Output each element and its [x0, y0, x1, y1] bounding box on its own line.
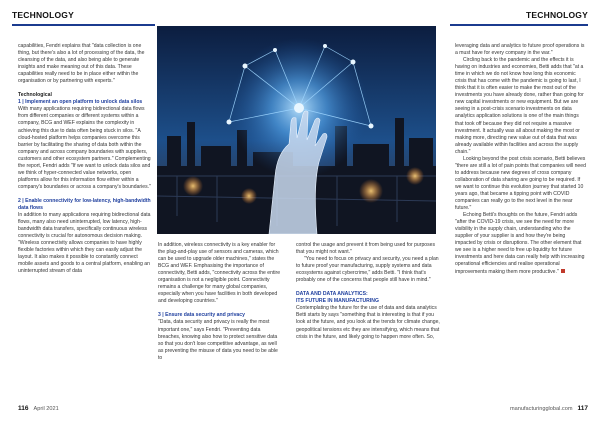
paragraph [455, 212, 587, 275]
section-heading-technological: Technological [18, 92, 52, 99]
paragraph: leveraging data and analytics to future proof operations is a must have for every company in the war." [455, 43, 585, 57]
section-label-left: TECHNOLOGY [12, 10, 74, 20]
paragraph: With many applications requiring bidirectional data flows from different companies or different systems within a company, BCG and WEF explains the complexity in achieving this due to data often being stuck in silos. "A cloud-hosted platform helps companies overcome this barrier by facilitating the sharing of data both within the company and across company boundaries with suppliers, customers and other ecosystem partners." Complementing the report, Fendri adds "If we want to unlock data silos and we think of hyper-connected value networks, open platforms allow for this information flow either within a company's boundaries or across a company's boundaries." [18, 106, 151, 190]
footer-right [510, 405, 588, 412]
subheading-1 [18, 99, 151, 106]
subheading-title: Enable connectivity for low-latency, high-bandwidth data flows [18, 197, 151, 211]
issue-date: April 2021 [33, 406, 59, 412]
article-column-2 [158, 242, 283, 362]
subheading-3 [158, 312, 283, 319]
article-column-4 [455, 43, 587, 276]
website-link[interactable]: manufacturingglobal.com [510, 406, 573, 412]
paragraph: Contemplating the future for the use of data and data analytics Betti starts by says "something that is interesting is that if you look at the future, and you look at the trends for climate change, geopolitical tensions etc they are intensifying, which means that crisis in the future, and likely going to happen more often. So, [296, 305, 440, 340]
page-number-right: 117 [577, 405, 588, 412]
subheading-2 [18, 198, 151, 212]
subheading-number: 2 | [18, 197, 26, 204]
section-heading-future-line-1: DATA AND DATA ANALYTICS: [296, 291, 368, 298]
subheading-number: 1 | [18, 99, 26, 106]
subheading-number: 3 | [158, 312, 166, 319]
paragraph: In addition, wireless connectivity is a key enabler for the plug-and-play use of sensors and cameras, which can be used to upgrade older machines," states the BCG and WEF. Emphasising the importance of connectivity, Betti adds, "connectivity across the entire organisation is not a negligible point. Connectivity remains a challenge for many global companies, especially when you have facilities in both developed and developing countries." [158, 242, 281, 305]
hand-network-illustration [157, 26, 436, 234]
page-number-left: 116 [18, 405, 29, 412]
end-of-article-icon [561, 269, 565, 273]
paragraph: Looking beyond the post crisis scenario, Betti believes "there are still a lot of pain points that companies will need to address because new degrees of cross company collaboration of data sharing are going to be required. If we want to continue this evolution journey that started 10 years ago, that became a tipping point with COVID companies can really go to the next level in the near future." [455, 155, 586, 212]
paragraph: "You need to focus on privacy and security, you need a plan to future proof your manufacturing, supply systems and data ecosystems against cybercrime," adds Betti. "I think that's probably one of the concerns that people still have in mind." [296, 256, 439, 284]
paragraph: Circling back to the pandemic and the effects it is having on industries and economies, Betti adds that "at a time in which we do not know how long this economic crisis that has come with the pandemic is going to last, I think that it is often easier to make the most out of the investments you have already done, rather than going for new capital investments or new equipment. But we are seeing in a post-crisis scenario investments on data analytics application solutions is one of the main things that took off because they did not require a massive investment. It actually was all about making the most or making more, directing new value out of data that was already available within facilities and across the supply chain." [455, 57, 584, 155]
factory-network-photo [157, 26, 436, 234]
paragraph-text: Echoing Betti's thoughts on the future, Fendri adds "after the COVID-19 crisis, we see the need for more visibility in the supply chain, understanding who the supplier of your supplier is and how they're being impacted by crisis or disruptions. The other element that we see is a higher need to free up liquidity for future investments and here data can really help with increasing operational efficiencies and realise operational improvements making them more productive." [455, 212, 585, 275]
paragraph: capabilities, Fendri explains that "data collection is one thing, but there's also a lot of processing of the data, the cleansing of the data, and also being able to generate insights and make meaning out of this data. These capabilities really need to be in place either within the organisation or by partnering with experts." [18, 43, 145, 85]
paragraph: In addition to many applications requiring bidirectional data flows, many also need uninterrupted, low latency, high-bandwidth data transfers, specifically continuous wireless connectivity is crucial for autonomous decision making. "Wireless connectivity allows companies to have highly flexible factories within which they can easily adjust the layout. It also makes it possible to constantly connect mobile assets and goods to a central platform, enabling an uninterrupted stream of data [18, 212, 151, 275]
footer-left [18, 405, 59, 412]
article-column-3 [296, 242, 442, 341]
header-rule-left [12, 24, 155, 26]
section-heading-future-line-2: ITS FUTURE IN MANUFACTURING [296, 298, 379, 305]
section-label-right: TECHNOLOGY [526, 10, 588, 20]
header-rule-right [450, 24, 588, 26]
subheading-title: Implement an open platform to unlock data silos [25, 99, 143, 106]
subheading-title: Ensure data security and privacy [165, 312, 245, 319]
paragraph: control the usage and prevent it from being used for purposes that you might not want." [296, 242, 436, 256]
paragraph: "Data, data security and privacy is really the most important one," says Fendri. "Preventing data breaches, knowing also how to protect sensitive data so that you don't lose competitive advantage, as well as preventing the misuse of data you need to be able to [158, 319, 278, 361]
article-column-1 [18, 43, 151, 275]
